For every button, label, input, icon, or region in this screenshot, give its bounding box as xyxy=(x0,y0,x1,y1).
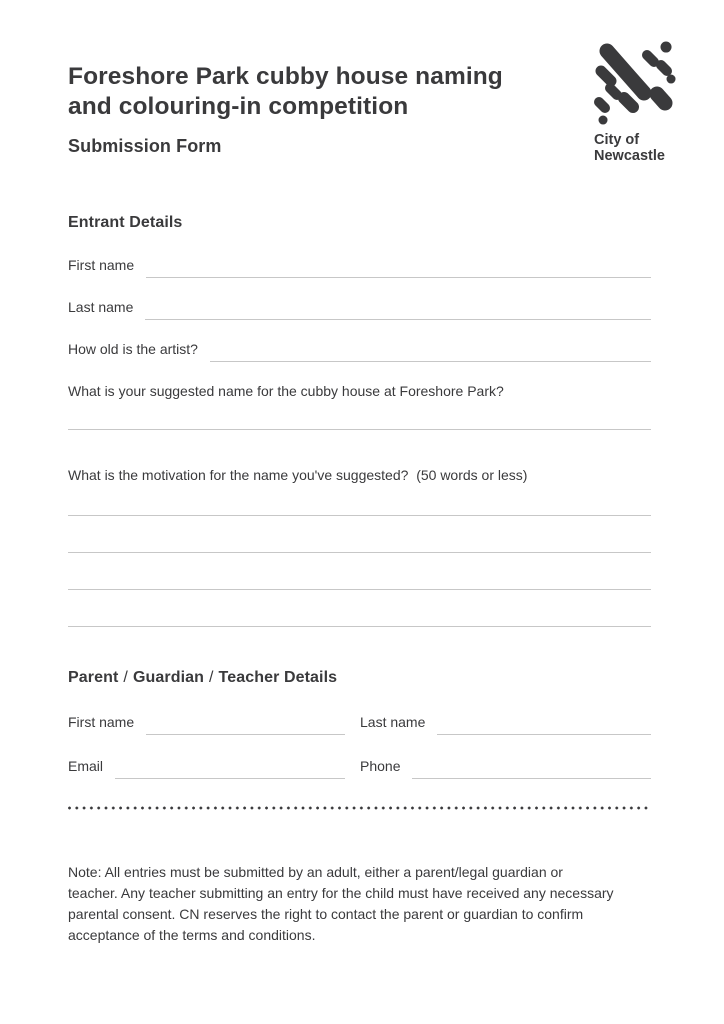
note-text xyxy=(68,862,651,946)
note-line-3: parental consent. CN reserves the right to contact the parent or guardian to confirm xyxy=(68,906,584,922)
city-of-newcastle-logo xyxy=(594,38,680,164)
logo-text xyxy=(594,132,680,164)
entrant-age-label: How old is the artist? xyxy=(68,341,198,357)
entrant-age-input[interactable] xyxy=(210,342,651,362)
entrant-last-name-label: Last name xyxy=(68,299,134,315)
page-subtitle: Submission Form xyxy=(68,136,222,156)
heading-slash-icon: / xyxy=(209,669,214,686)
entrant-first-name-label: First name xyxy=(68,257,135,273)
motivation-question: What is the motivation for the name you've suggested? (50 words or less) xyxy=(68,467,528,483)
parent-last-name-cell xyxy=(360,711,651,731)
page-title-line2: and colouring-in competition xyxy=(68,93,409,120)
heading-slash-icon: / xyxy=(123,669,128,686)
header xyxy=(68,62,651,157)
parent-last-name-input[interactable] xyxy=(437,715,651,735)
dotted-divider xyxy=(68,806,651,810)
parent-phone-cell xyxy=(360,755,651,775)
motivation-input-line-3[interactable] xyxy=(68,553,651,590)
page-title-line1: Foreshore Park cubby house naming xyxy=(68,63,503,90)
heading-part-parent: Parent xyxy=(68,669,119,686)
parent-guardian-teacher-heading xyxy=(68,669,651,687)
logo-text-line1: City of xyxy=(594,132,640,148)
parent-first-name-label: First name xyxy=(68,714,135,730)
entrant-last-name-input[interactable] xyxy=(145,300,651,320)
entrant-details-heading: Entrant Details xyxy=(68,214,183,231)
motivation-input-line-4[interactable] xyxy=(68,590,651,627)
page-title xyxy=(68,62,548,122)
entrant-last-name-row xyxy=(68,296,651,316)
city-of-newcastle-n-icon xyxy=(594,38,678,130)
parent-last-name-label: Last name xyxy=(360,714,426,730)
parent-email-label: Email xyxy=(68,758,104,774)
parent-email-cell xyxy=(68,755,345,775)
entrant-first-name-input[interactable] xyxy=(146,258,651,278)
note-line-2: teacher. Any teacher submitting an entry for the child must have received any necessary xyxy=(68,885,614,901)
parent-email-input[interactable] xyxy=(115,759,345,779)
suggested-name-question: What is your suggested name for the cubby house at Foreshore Park? xyxy=(68,383,504,399)
entrant-age-row xyxy=(68,338,651,358)
heading-part-guardian: Guardian xyxy=(132,669,204,686)
note-line-1: Note: All entries must be submitted by an adult, either a parent/legal guardian or xyxy=(68,864,563,880)
entrant-first-name-row xyxy=(68,254,651,274)
parent-phone-input[interactable] xyxy=(412,759,651,779)
parent-name-row xyxy=(68,711,651,731)
motivation-input-line-2[interactable] xyxy=(68,516,651,553)
logo-text-line2: Newcastle xyxy=(594,148,665,164)
suggested-name-input[interactable] xyxy=(68,400,651,430)
note-line-4: acceptance of the terms and conditions. xyxy=(68,927,316,943)
parent-contact-row xyxy=(68,755,651,775)
parent-first-name-cell xyxy=(68,711,345,731)
parent-phone-label: Phone xyxy=(360,758,401,774)
heading-part-teacher-details: Teacher Details xyxy=(218,669,338,686)
parent-first-name-input[interactable] xyxy=(146,715,345,735)
motivation-input-line-1[interactable] xyxy=(68,484,651,516)
